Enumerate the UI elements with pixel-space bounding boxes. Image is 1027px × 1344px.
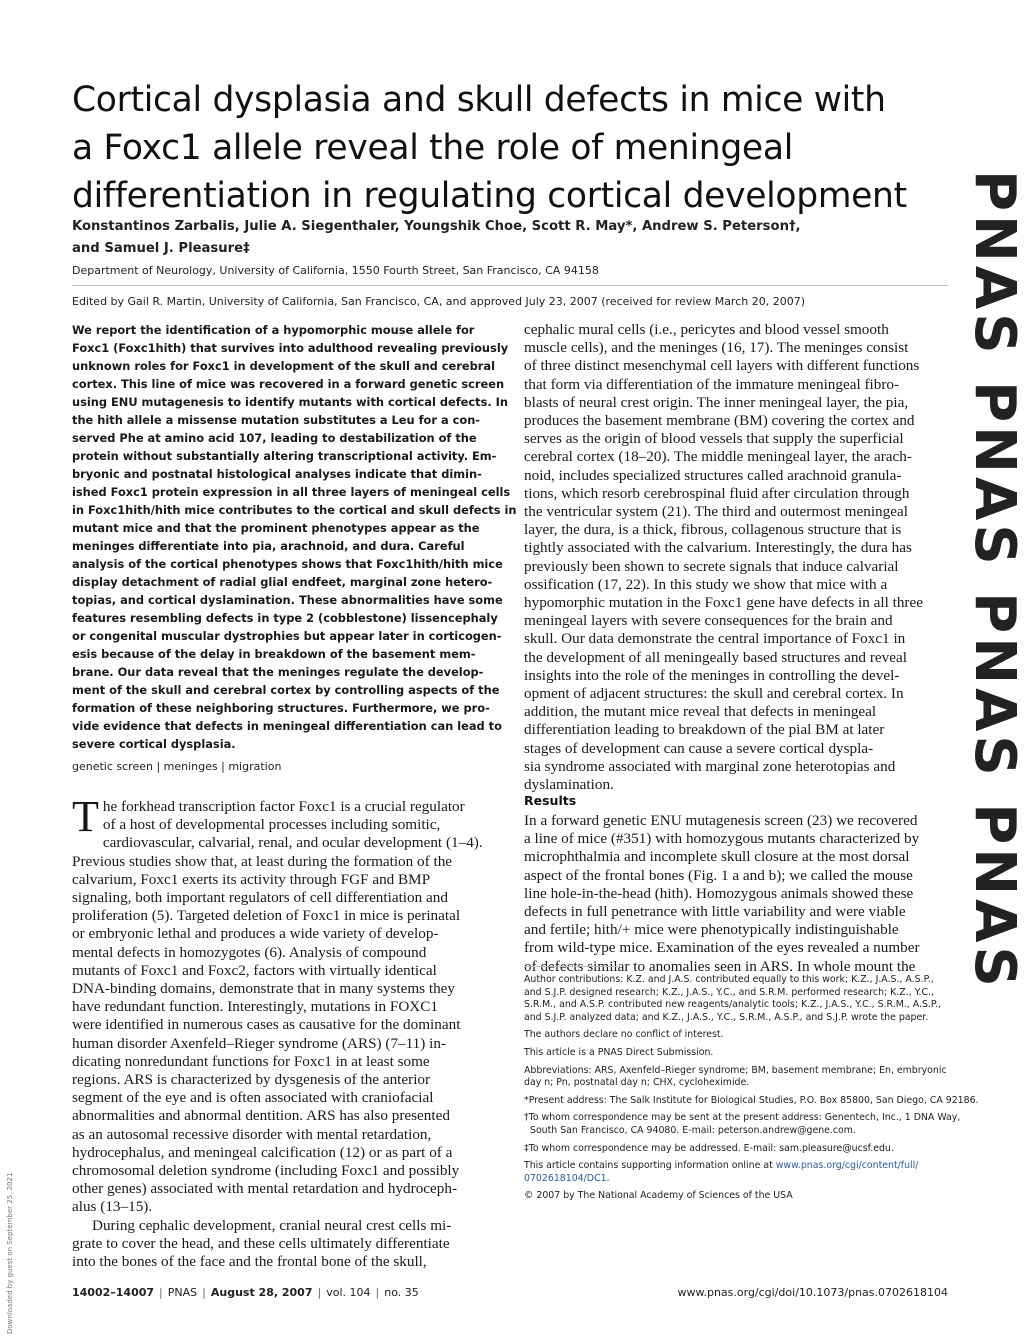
body-line: dicating nonredundant functions for Foxc1 in at least some — [72, 1052, 430, 1070]
body-line: meningeal layers with severe consequences for the brain and — [524, 612, 893, 630]
body-line: stages of development can cause a severe cortical dyspla- — [524, 739, 874, 757]
body-line: hypomorphic mutation in the Foxc1 gene have defects in all three — [524, 594, 923, 612]
abstract-line: ished Foxc1 protein expression in all three layers of meningeal cells — [72, 485, 511, 499]
footnote-line: Abbreviations: ARS, Axenfeld–Rieger syndrome; BM, basement membrane; En, embryonic — [524, 1064, 947, 1076]
conflict-statement — [524, 1029, 964, 1042]
footnote-line: S.R.M., and A.S.P. contributed new reagents/analytic tools; K.Z., J.A.S., Y.C., S.R.M., A.S.P., — [524, 999, 942, 1011]
results-heading: Results — [524, 793, 577, 808]
abstract-line: meninges differentiate into pia, arachnoid, and dura. Careful — [72, 539, 465, 553]
abstract-line: in Foxc1hith/hith mice contributes to the cortical and skull defects in — [72, 503, 517, 517]
doi-link[interactable]: www.pnas.org/cgi/doi/10.1073/pnas.0702618104 — [677, 1286, 948, 1299]
body-line: defects in full penetrance with little variability and were viable — [524, 903, 906, 921]
abstract — [72, 321, 517, 753]
author-line: and Samuel J. Pleasure‡ — [72, 241, 250, 256]
body-line: DNA-binding domains, demonstrate that in many systems they — [72, 980, 456, 998]
body-line: tightly associated with the calvarium. Interestingly, the dura has — [524, 539, 912, 557]
issue-date: August 28, 2007 — [210, 1286, 313, 1299]
body-line: into the bones of the face and the frontal bone of the skull, — [72, 1253, 427, 1271]
abstract-line: display detachment of radial glial endfeet, marginal zone hetero- — [72, 575, 493, 589]
body-line: from wild-type mice. Examination of the eyes revealed a number — [524, 939, 920, 957]
abstract-line: topias, and cortical dyslamination. These abnormalities have some — [72, 593, 503, 607]
body-line: Previous studies show that, at least during the formation of the — [72, 852, 453, 870]
body-line: were identified in numerous cases as causative for the dominant — [72, 1016, 461, 1034]
abstract-line: or congenital muscular dystrophies but appear later in corticogen- — [72, 629, 502, 643]
body-line: muscle cells), and the meninges (16, 17). The meninges consist — [524, 339, 909, 357]
body-line: cardiovascular, calvarial, renal, and ocular development (1–4). — [102, 834, 483, 852]
pnas-logo — [962, 170, 1027, 991]
body-line: calvarium, Foxc1 exerts its activity through FGF and BMP — [72, 870, 431, 888]
body-line: blasts of neural crest origin. The inner meningeal layer, the pia, — [524, 393, 909, 411]
abstract-line: using ENU mutagenesis to identify mutants with cortical defects. In — [72, 395, 509, 409]
body-line: he forkhead transcription factor Foxc1 is a crucial regulator — [102, 798, 465, 815]
article-title — [72, 76, 907, 220]
abstract-line: the hith allele a missense mutation substitutes a Leu for a con- — [72, 413, 481, 427]
footnote-line: and S.J.P. analyzed data; and K.Z., J.A.S., Y.C., S.R.M., A.S.P., and S.J.P. wrote the paper. — [524, 1011, 929, 1023]
body-line: tions, which resorb cerebrospinal fluid after circulation through — [524, 484, 910, 502]
body-line: the development of all meningeally based structures and reveal — [524, 648, 907, 666]
body-line: or embryonic lethal and produces a wide variety of develop- — [72, 925, 439, 943]
body-line: proliferation (5). Targeted deletion of Foxc1 in mice is perinatal — [72, 907, 461, 925]
abstract-line: features resembling defects in type 2 (cobblestone) lissencephaly — [72, 611, 498, 625]
abstract-line: unknown roles for Foxc1 in development of the skull and cerebral — [72, 359, 495, 373]
body-line: serves as the origin of blood vessels that supply the superficial — [524, 430, 904, 448]
issue-number: no. 35 — [384, 1286, 419, 1299]
body-line: abnormalities and abnormal dentition. ARS has also presented — [72, 1107, 450, 1125]
divider — [72, 285, 948, 286]
body-line: of three distinct mesenchymal cell layers with different functions — [524, 357, 920, 375]
footnote-line: © 2007 by The National Academy of Sciences of the USA — [524, 1190, 793, 1202]
footnote-line: The authors declare no conflict of interest. — [524, 1029, 724, 1041]
body-line: In a forward genetic ENU mutagenesis screen (23) we recovered — [524, 812, 918, 829]
citation-info: 14002–14007 | PNAS | August 28, 2007 | vol. 104 | no. 35 — [72, 1286, 419, 1299]
body-line: cephalic mural cells (i.e., pericytes and blood vessel smooth — [524, 321, 889, 338]
abbreviations — [524, 1065, 964, 1090]
body-line: dyslamination. — [524, 776, 614, 794]
abstract-line: bryonic and postnatal histological analyses indicate that dimin- — [72, 467, 482, 481]
body-line: have redundant function. Interestingly, mutations in FOXC1 — [72, 998, 438, 1016]
volume: vol. 104 — [326, 1286, 371, 1299]
introduction — [72, 792, 502, 1271]
abstract-line: cortex. This line of mice was recovered in a forward genetic screen — [72, 377, 505, 391]
body-line: aspect of the frontal bones (Fig. 1 a and b); we called the mouse — [524, 866, 913, 884]
footnote-line — [524, 1160, 964, 1173]
page-range: 14002–14007 — [72, 1286, 155, 1299]
body-line: mutants of Foxc1 and Foxc2, factors with virtually identical — [72, 961, 437, 979]
body-line: layer, the dura, is a thick, fibrous, collagenous structure that is — [524, 521, 902, 539]
body-line: differentiation leading to breakdown of the pial BM at later — [524, 721, 885, 739]
body-line: as an autosomal recessive disorder with mental retardation, — [72, 1125, 432, 1143]
submission-type — [524, 1047, 964, 1060]
edited-by: Edited by Gail R. Martin, University of California, San Francisco, CA, and approved July 23, 2007 (received for review March 20, 2007) — [72, 295, 806, 308]
body-line: opment of adjacent structures: the skull and cerebral cortex. In — [524, 685, 904, 703]
title-line: differentiation in regulating cortical development — [72, 176, 907, 216]
body-line: and fertile; hith/+ mice were phenotypically indistinguishable — [524, 921, 899, 939]
footnote-line: day n; Pn, postnatal day n; CHX, cycloheximide. — [524, 1077, 750, 1089]
footnote-line — [524, 1173, 964, 1186]
supporting-info-link[interactable]: www.pnas.org/cgi/content/full/ — [775, 1160, 919, 1172]
body-line: noid, includes specialized structures called arachnoid granula- — [524, 466, 902, 484]
body-line: grate to cover the head, and these cells ultimately differentiate — [72, 1234, 450, 1252]
abstract-line: severe cortical dysplasia. — [72, 737, 236, 751]
footnote-line: †To whom correspondence may be sent at the present address: Genentech, Inc., 1 DNA Way, — [524, 1112, 961, 1124]
footnote-line: South San Francisco, CA 94080. E-mail: peterson.andrew@gene.com. — [530, 1124, 856, 1136]
footnote-line: ‡To whom correspondence may be addressed. E-mail: sam.pleasure@ucsf.edu. — [524, 1142, 894, 1154]
footnote-divider — [524, 966, 620, 967]
download-watermark: Downloaded by guest on September 25, 2021 — [6, 1172, 14, 1334]
body-line: that form via differentiation of the immature meningeal fibro- — [524, 375, 900, 393]
abstract-line: protein without substantially altering transcriptional activity. Em- — [72, 449, 497, 463]
supporting-info — [524, 1160, 964, 1185]
abstract-line: esis because of the delay in breakdown of the basement mem- — [72, 647, 476, 661]
title-line: Cortical dysplasia and skull defects in mice with — [72, 80, 886, 120]
body-line: sia syndrome associated with marginal zone heterotopias and — [524, 757, 896, 775]
author-list — [72, 216, 902, 260]
body-line: During cephalic development, cranial neural crest cells mi- — [92, 1216, 452, 1234]
supporting-info-link-cont[interactable]: 0702618104/DC1 — [524, 1172, 607, 1184]
footnote-line: *Present address: The Salk Institute for Biological Studies, P.O. Box 85800, San Diego, CA 92186. — [524, 1094, 979, 1106]
abstract-line: ment of the skull and cerebral cortex by controlling aspects of the — [72, 683, 500, 697]
title-line: a Foxc1 allele reveal the role of meningeal — [72, 128, 793, 168]
body-line: previously been shown to secrete signals that induce calvarial — [524, 557, 899, 575]
supporting-prefix: This article contains supporting information online at — [524, 1160, 776, 1172]
author-line: Konstantinos Zarbalis, Julie A. Siegenthaler, Youngshik Choe, Scott R. May*, Andrew S. Peterson†, — [72, 219, 801, 234]
abstract-line: analysis of the cortical phenotypes shows that Foxc1hith/hith mice — [72, 557, 503, 571]
keywords: genetic screen | meninges | migration — [72, 760, 282, 773]
body-line: skull. Our data demonstrate the central importance of Foxc1 in — [524, 630, 906, 648]
body-line: chromosomal deletion syndrome (including Foxc1 and possibly — [72, 1162, 460, 1180]
body-line: mental defects in homozygotes (6). Analysis of compound — [72, 943, 427, 961]
body-line: ossification (17, 22). In this study we show that mice with a — [524, 575, 888, 593]
abstract-line: served Phe at amino acid 107, leading to destabilization of the — [72, 431, 477, 445]
abstract-line: formation of these neighboring structures. Furthermore, we pro- — [72, 701, 490, 715]
body-line: of a host of developmental processes including somitic, — [102, 816, 441, 834]
body-line: segment of the eye and is often associated with craniofacial — [72, 1089, 434, 1107]
footnotes — [524, 974, 979, 1208]
author-contributions — [524, 974, 964, 1024]
body-line: produces the basement membrane (BM) covering the cortex and — [524, 412, 915, 430]
drop-cap: T — [72, 792, 99, 841]
affiliation: Department of Neurology, University of California, 1550 Fourth Street, San Francisco, CA 94158 — [72, 264, 599, 277]
body-line: a line of mice (#351) with homozygous mutants characterized by — [524, 830, 920, 848]
abstract-line: mutant mice and that the prominent phenotypes appear as the — [72, 521, 480, 535]
body-line: human disorder Axenfeld–Rieger syndrome (ARS) (7–11) in- — [72, 1034, 446, 1052]
abstract-line: We report the identification of a hypomorphic mouse allele for — [72, 323, 475, 337]
copyright — [524, 1190, 964, 1203]
journal-name: PNAS — [167, 1286, 198, 1299]
logo-text: PNAS PNAS PNAS PNAS — [962, 170, 1027, 991]
body-line: alus (13–15). — [72, 1198, 153, 1216]
body-line: of defects similar to anomalies seen in ARS. In whole mount the — [524, 957, 916, 975]
intro-continuation — [524, 321, 950, 794]
body-line: microphthalmia and incomplete skull closure at the most dorsal — [524, 848, 910, 866]
body-line: signaling, both important regulators of cell differentiation and — [72, 889, 448, 907]
correspondence-pleasure — [524, 1143, 964, 1156]
abstract-line: brane. Our data reveal that the meninges regulate the develop- — [72, 665, 484, 679]
body-line: insights into the role of the meninges in controlling the devel- — [524, 666, 900, 684]
footnote-line: This article is a PNAS Direct Submission. — [524, 1046, 714, 1058]
body-line: hydrocephalus, and meningeal calcification (12) or as part of a — [72, 1143, 453, 1161]
body-line: cerebral cortex (18–20). The middle meningeal layer, the arach- — [524, 448, 912, 466]
body-line: line hole-in-the-head (hith). Homozygous animals showed these — [524, 884, 914, 902]
abstract-line: vide evidence that defects in meningeal differentiation can lead to — [72, 719, 502, 733]
footnote-line: Author contributions: K.Z. and J.A.S. contributed equally to this work; K.Z., J.A.S., A.S.P., — [524, 974, 934, 985]
results-text — [524, 812, 950, 976]
present-address — [524, 1094, 979, 1108]
body-line: regions. ARS is characterized by dysgenesis of the anterior — [72, 1071, 431, 1089]
supporting-suffix: . — [606, 1172, 610, 1184]
correspondence-peterson — [524, 1112, 964, 1137]
body-line: addition, the mutant mice reveal that defects in meningeal — [524, 703, 877, 721]
body-line: the ventricular system (21). The third and outermost meningeal — [524, 503, 908, 521]
abstract-line: Foxc1 (Foxc1hith) that survives into adulthood revealing previously — [72, 341, 509, 355]
body-line: other genes) associated with mental retardation and hydroceph- — [72, 1180, 458, 1198]
footnote-line: and S.J.P. designed research; K.Z., J.A.S., Y.C., and S.R.M. performed research; K.Z., Y.C., — [524, 986, 934, 998]
